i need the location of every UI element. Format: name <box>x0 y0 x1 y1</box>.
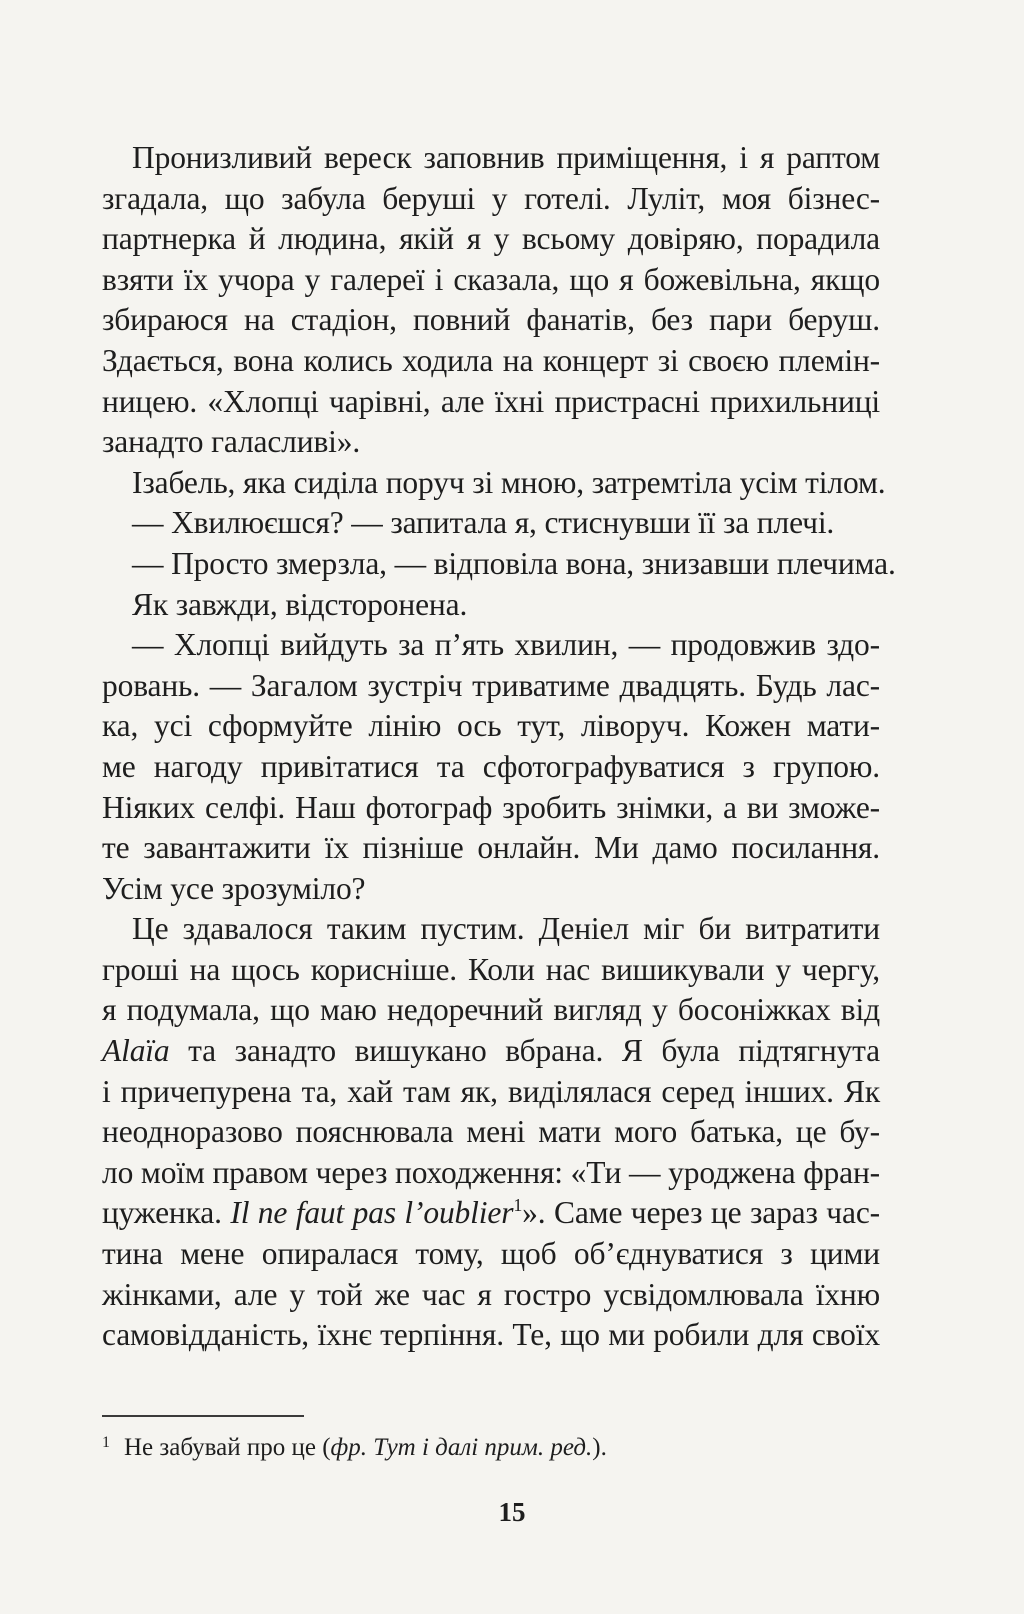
italic-french-phrase: Il ne faut pas l’oublier <box>230 1195 514 1231</box>
footnote-reference: 1 <box>513 1195 523 1216</box>
text-line: Як завжди, відсторонена. <box>132 586 468 622</box>
text-line: ло моїм правом через походження: «Ти — уроджена фран- <box>102 1154 880 1190</box>
page-number: 15 <box>498 1497 526 1527</box>
footnote-divider <box>102 1415 304 1417</box>
text-line: Пронизливий вереск заповнив приміщення, і я раптом <box>132 140 880 175</box>
footnote-italic-text: фр. Тут і далі прим. ред. <box>330 1434 593 1461</box>
text-fragment: цуженка. <box>102 1195 231 1231</box>
text-line: взяти їх учора у галереї і сказала, що я божевільна, якщо <box>102 261 880 297</box>
text-line: неодноразово пояснювала мені мати мого батька, це бу- <box>102 1114 880 1150</box>
text-line: жінками, але у той же час я гостро усвідомлювала їхню <box>102 1276 880 1312</box>
text-fragment: та занадто вишукано вбрана. Я була підтягнута <box>169 1033 880 1069</box>
text-line: Здається, вона колись ходила на концерт зі своєю племін- <box>102 342 880 378</box>
text-line: я подумала, що маю недоречний вигляд у босоніжках від <box>102 992 880 1028</box>
text-line: ровань. — Загалом зустріч триватиме двадцять. Будь лас- <box>102 667 880 703</box>
text-line <box>102 1193 880 1234</box>
footnote-text-end: ). <box>592 1434 607 1461</box>
text-line: Ізабель, яка сиділа поруч зі мною, затремтіла усім тілом. <box>132 464 886 500</box>
text-line: Усім усе зрозуміло? <box>102 870 366 906</box>
text-line: самовідданість, їхнє терпіння. Те, що ми робили для своїх <box>102 1317 880 1353</box>
text-line: — Хлопці вийдуть за п’ять хвилин, — продовжив здо- <box>132 627 880 663</box>
text-line: — Хвилюєшся? — запитала я, стиснувши її за плечі. <box>132 505 835 541</box>
text-line: занадто галасливі». <box>102 424 361 460</box>
text-line: Це здавалося таким пустим. Деніел міг би витратити <box>132 911 880 947</box>
body-text <box>102 138 896 1356</box>
text-line: ме нагоду привітатися та сфотографуватися з групою. <box>102 748 880 784</box>
text-line <box>102 1031 880 1072</box>
footnote-text: Не забувай про це ( <box>124 1434 331 1461</box>
text-line: ницею. «Хлопці чарівні, але їхні пристрасні прихильниці <box>102 383 880 419</box>
text-line: збираюся на стадіон, повний фанатів, без пари беруш. <box>102 302 880 338</box>
text-line: те завантажити їх пізніше онлайн. Ми дамо посилання. <box>102 830 880 866</box>
footnote: 1 Не забувай про це (фр. Тут і далі прим. ред.). <box>102 1434 607 1461</box>
text-line: — Просто змерзла, — відповіла вона, знизавши плечима. <box>132 545 896 581</box>
text-line: тина мене опиралася тому, щоб об’єднуватися з цими <box>102 1236 880 1272</box>
text-line: гроші на щось корисніше. Коли нас вишикували у чергу, <box>102 951 880 987</box>
text-line: ка, усі сформуйте лінію ось тут, ліворуч. Кожен мати- <box>102 708 880 744</box>
italic-brand-name: Alaïa <box>102 1033 170 1069</box>
text-line: згадала, що забула беруші у готелі. Луліт, моя бізнес- <box>102 180 880 216</box>
text-line: Ніяких селфі. Наш фотограф зробить знімки, а ви зможе- <box>102 789 880 825</box>
text-line: і причепурена та, хай там як, виділялася серед інших. Як <box>102 1073 880 1109</box>
text-line: партнерка й людина, якій я у всьому довіряю, порадила <box>102 221 880 257</box>
text-fragment: ». Саме через це зараз час- <box>522 1195 880 1231</box>
